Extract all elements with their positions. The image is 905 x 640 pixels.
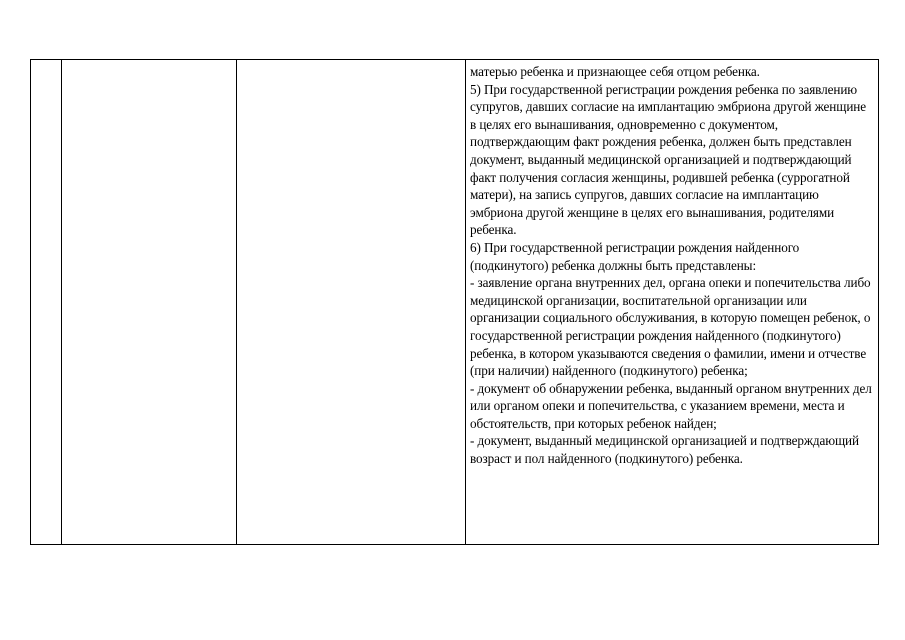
table-row	[31, 60, 879, 545]
table-cell-number	[31, 60, 62, 545]
paragraph-item-6-discovery-document: - документ об обнаружении ребенка, выданный органом внутренних дел или органом опеки и попечительства, с указанием времени, места и обстоятельств, при которых ребенок найден;	[470, 380, 872, 431]
requirements-text	[466, 60, 878, 468]
paragraph-item-6-medical-document: - документ, выданный медицинской организацией и подтверждающий возраст и пол найденного (подкинутого) ребенка.	[470, 433, 859, 467]
table-cell-basis	[237, 60, 466, 545]
paragraph-item-6: 6) При государственной регистрации рождения найденного (подкинутого) ребенка должны быть представлены:	[470, 239, 800, 273]
table-cell-requirements	[466, 60, 879, 545]
document-table	[30, 59, 879, 545]
paragraph-item-6-application: - заявление органа внутренних дел, органа опеки и попечительства либо медицинской организации, воспитательной организации или организации социального обслуживания, в которую помещен ребенок, о государственной регистрации рождения найденного (подкинутого) ребенка, в котором указываются сведения о фамилии, имени и отчестве (при наличии) найденного (подкинутого) ребенка;	[470, 275, 871, 379]
table-cell-name	[62, 60, 237, 545]
paragraph-continuation: матерью ребенка и признающее себя отцом ребенка.	[470, 64, 760, 79]
paragraph-item-5: 5) При государственной регистрации рождения ребенка по заявлению супругов, давших согласие на имплантацию эмбриона другой женщине в целях его вынашивания, одновременно с документом, подтверждающим факт рождения ребенка, должен быть представлен документ, выданный медицинской организацией и подтверждающий факт получения согласия женщины, родившей ребенка (суррогатной матери), на запись супругов, давших согласие на имплантацию эмбриона другой женщине в целях его вынашивания, родителями ребенка.	[470, 81, 866, 238]
